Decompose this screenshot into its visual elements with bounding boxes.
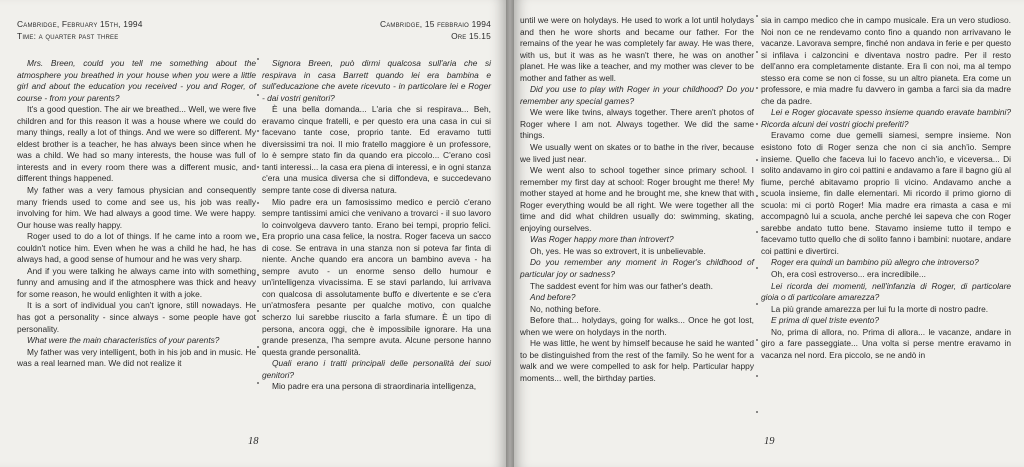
interview-question: Roger era quindi un bambino più allegro che introverso? [771, 257, 979, 268]
book-gutter [506, 0, 514, 467]
italian-column [262, 58, 491, 393]
interview-answer: Mio padre era una persona di straordinaria intelligenza, [272, 381, 477, 392]
interview-answer: It is a sort of individual you can't ignore, still nowadays. He has got a personality - since always - some people have got personality. [17, 300, 256, 334]
interview-answer: It's a good question. The air we breathed... Well, we were five children and for this reason it was a house where we could do many things, really a lot of things. And we were so different. My eldest brother is a teacher, he has always been since when he was a child. We had so many interests, the house was full of interests and in every room there was a different music, and different things happened. [17, 104, 256, 184]
header-date-en: Cambridge, February 15th, 1994 [17, 19, 143, 29]
page-number: 18 [248, 436, 259, 447]
interview-question: Lei e Roger giocavate spesso insieme quando eravate bambini? Ricorda alcuni dei vostri giochi preferiti? [761, 107, 1011, 129]
column-separator [256, 58, 260, 438]
interview-answer: He was little, he went by himself because he said he wanted to be distinguished from the rest of the family. So he went for a walk and we were compelled to ask for help. Particular happy moments... well, the birthday parties. [520, 338, 754, 383]
interview-answer: We were like twins, always together. There aren't photos of Roger where I am not. Always together. We did the same things. [520, 107, 754, 141]
interview-question: E prima di quel triste evento? [771, 315, 880, 326]
interview-answer: Before that... holydays, going for walks... Once he got lost, when we were on holydays in the north. [520, 315, 754, 337]
header-english [17, 18, 247, 42]
interview-answer: Oh, era così estroverso... era incredibile... [771, 269, 926, 280]
interview-question: Lei ricorda dei momenti, nell'infanzia di Roger, di particolare gioia o di particolare amarezza? [761, 280, 1011, 303]
interview-answer: Roger used to do a lot of things. If he came into a room we couldn't notice him. Even when he was a child he had, he has always had, a good sense of humour and he was very sharp. [17, 231, 256, 265]
interview-question: Do you remember any moment in Roger's childhood of particular joy or sadness? [520, 257, 754, 280]
page-number: 19 [764, 436, 775, 447]
interview-question: Mrs. Breen, could you tell me something about the atmosphere you breathed in your house when you were a little girl and about the education you received - you and Roger, of course - from your parents? [17, 58, 256, 103]
header-time-it: Ore 15.15 [451, 31, 491, 41]
interview-answer: We went also to school together since primary school. I remember my first day at school: Roger brought me there! My mother stayed at home and he brought me, she knew that with Roger everything would be all right. We were together all the time and did what children usually do: swimming, skating, enjoying ourselves. [520, 165, 754, 233]
interview-question: Quali erano i tratti principali delle personalità dei suoi genitori? [262, 358, 491, 380]
interview-answer: Eravamo come due gemelli siamesi, sempre insieme. Non esistono foto di Roger senza che non ci sia anch'io. Sempre insieme. Quello che faceva lui lo facevo anch'io, e viceversa... Di solito andavamo in giro coi pattini e andavamo a fare il bagno giù al fiume, perché abitavamo proprio lì vicino. Andavamo anche a scuola insieme, fin dalle elementari. Mi ricordo il primo giorno di scuola: mi ci portò Roger! Mia madre era rimasta a casa e mi accompagnò lui a scuola, anche perché lei sapeva che con Roger sarebbe andato tutto bene. Stavamo insieme tutto il tempo e facevamo tutto quello che di solito fanno i bambini: nuotare, andare coi pattini e divertirci. [761, 130, 1011, 256]
header-date-it: Cambridge, 15 febbraio 1994 [379, 19, 491, 29]
interview-answer: Mio padre era un famosissimo medico e perciò c'erano sempre tantissimi amici che venivano a trovarci - il suo lavoro lo coinvolgeva davvero tanto. Erano bei tempi, proprio felici. Era proprio una casa felice, la nostra. Roger faceva un sacco di cose. Se entrava in una stanza non si poteva far finta di niente. Anche quando era ancora un bambino aveva - ha sempre avuto - un enorme senso dello humour e un'intelligenza vivacissima. E se stavi parlando, lui arrivava con qualcosa di assolutamente buffo e divertente e se c'era un'atmosfera pesante per qualche motivo, con qualche scherzo lui sarebbe riuscito a farla sfumare. È un tipo di persona, ancora oggi, che è impossibile ignorare. Ha una grande presenza, l'ha sempre avuta. Alcune persone hanno questa grande personalità. [262, 196, 491, 357]
interview-question: What were the main characteristics of your parents? [27, 335, 220, 346]
italian-column [761, 15, 1011, 361]
interview-answer: We usually went on skates or to bathe in the river, because we lived just near. [520, 142, 754, 164]
header-italian [262, 18, 491, 42]
interview-answer: sia in campo medico che in campo musicale. Era un vero studioso. Noi non ce ne rendevamo conto fino a quando non arrivavano le vacanze. Lavorava sempre, finché non andava in ferie e per questo si infilava i calzoncini e diventava nostro padre. Per il resto dell'anno era completamente distante. Era lì con noi, ma al tempo stesso era come se non ci fosse, su un altro pianeta. Era come un professore, e mia madre fu davvero in gamba a farci sia da madre che da padre. [761, 15, 1011, 106]
left-page [0, 0, 506, 467]
interview-answer: until we were on holydays. He used to work a lot until holydays and then he wore shorts and became our father. For the remains of the year he was completely far away. He was there, with us, but it was as he wasn't there, he was on another planet. He was like a teacher, and my mother was clever to be mother and father as well. [520, 15, 754, 83]
interview-answer: The saddest event for him was our father's death. [530, 280, 713, 291]
interview-answer: La più grande amarezza per lui fu la morte di nostro padre. [771, 303, 989, 314]
interview-question: Was Roger happy more than introvert? [530, 234, 674, 245]
interview-answer: No, nothing before. [530, 303, 601, 314]
interview-answer: My father was a very famous physician and consequently many friends used to come and see us, his job was really involving for him. We had always a good time. We were happy. Our house was really happy. [17, 185, 256, 230]
header-time-en: Time: a quarter past three [17, 31, 119, 41]
english-column [520, 15, 754, 385]
right-page [514, 0, 1024, 467]
interview-question: Did you use to play with Roger in your childhood? Do you remember any special games? [520, 84, 754, 106]
column-separator [755, 15, 759, 435]
interview-answer: Oh, yes. He was so extrovert, it is unbelievable. [530, 245, 706, 256]
interview-answer: My father was very intelligent, both in his job and in music. He was a real learned man. We did not realize it [17, 346, 256, 369]
interview-answer: No, prima di allora, no. Prima di allora... le vacanze, andare in giro a fare passeggiate... Una volta si perse mentre eravamo in vacanza nel nord. Era piccolo, se ne andò in [761, 326, 1011, 360]
interview-answer: And if you were talking he always came into with something funny and amusing and if the atmosphere was thick and heavy for some reason, he would enlighten it with a joke. [17, 265, 256, 299]
interview-answer: È una bella domanda... L'aria che si respirava... Beh, eravamo cinque fratelli, e per questo era una casa in cui si facevano tante cose, proprio tante. Ed eravamo tutti diversissimi tra noi. Il mio fratello maggiore è un professore, lo è sempre stato fin da quando era piccolo... C'erano così tanti interessi... la casa era piena di interessi, e in ogni stanza c'era una musica diversa che si diffondeva, e succedevano sempre tante cose di diversa natura. [262, 104, 491, 196]
english-column [17, 58, 256, 370]
interview-question: Signora Breen, può dirmi qualcosa sull'aria che si respirava in casa Barrett quando lei era bambina e sull'educazione che avete ricevuto - in particolare lei e Roger - dai vostri genitori? [262, 58, 491, 103]
interview-question: And before? [530, 292, 576, 303]
